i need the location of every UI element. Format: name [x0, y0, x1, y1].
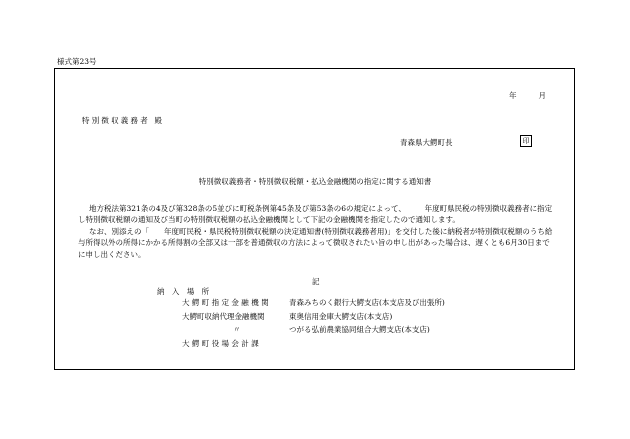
addressee: 特別徴収義務者 殿	[82, 116, 165, 125]
bank-label-designated: 大 鰐 町 指 定 金 融 機 関	[182, 298, 269, 307]
ki-heading: 記	[312, 277, 320, 286]
bank-value-agent: 東奥信用金庫大鰐支店(本支店)	[289, 312, 393, 321]
date-line	[509, 91, 546, 101]
bank-label-agent: 大鰐町収納代理金融機関	[182, 312, 265, 321]
year-label: 年	[509, 91, 517, 100]
payment-place-label: 納 入 場 所	[157, 287, 212, 296]
bank-value-designated: 青森みちのく銀行大鰐支店(本支店及び出張所)	[289, 298, 445, 307]
seal-stamp: 印	[520, 135, 532, 147]
body-text	[78, 203, 553, 260]
form-number: 様式第23号	[57, 57, 97, 66]
body-paragraph-1: 地方税法第321条の4及び第328条の5並びに町税条例第45条及び第53条の6の規定によって、 年度町県民税の特別徴収義務者に指定し特別徴収税額の通知及び当町の特別徴収税額の払込金融機関として下記の金融機関を指定したので通知します。	[78, 204, 553, 225]
document-title: 特別徴収義務者・特別徴収税額・払込金融機関の指定に関する通知書	[198, 177, 432, 186]
bank-label-accounting: 大 鰐 町 役 場 会 計 課	[182, 339, 259, 348]
month-label: 月	[538, 91, 546, 100]
bank-label-ditto: 〃	[233, 325, 241, 334]
body-paragraph-2: なお、別添えの「 年度町民税・県民税特別徴収税額の決定通知書(特別徴収義務者用)」を交付した後に納税者が特別徴収税額のうち給与所得以外の所得にかかる所得割の全部又は一部を普通徴収の方法によって徴収されたい旨の申し出があった場合は、遅くとも6月30日までに申し出ください。	[78, 226, 553, 259]
sender: 青森県大鰐町長	[400, 138, 453, 147]
bank-value-ja: つがる弘前農業協同組合大鰐支店(本支店)	[289, 325, 430, 334]
